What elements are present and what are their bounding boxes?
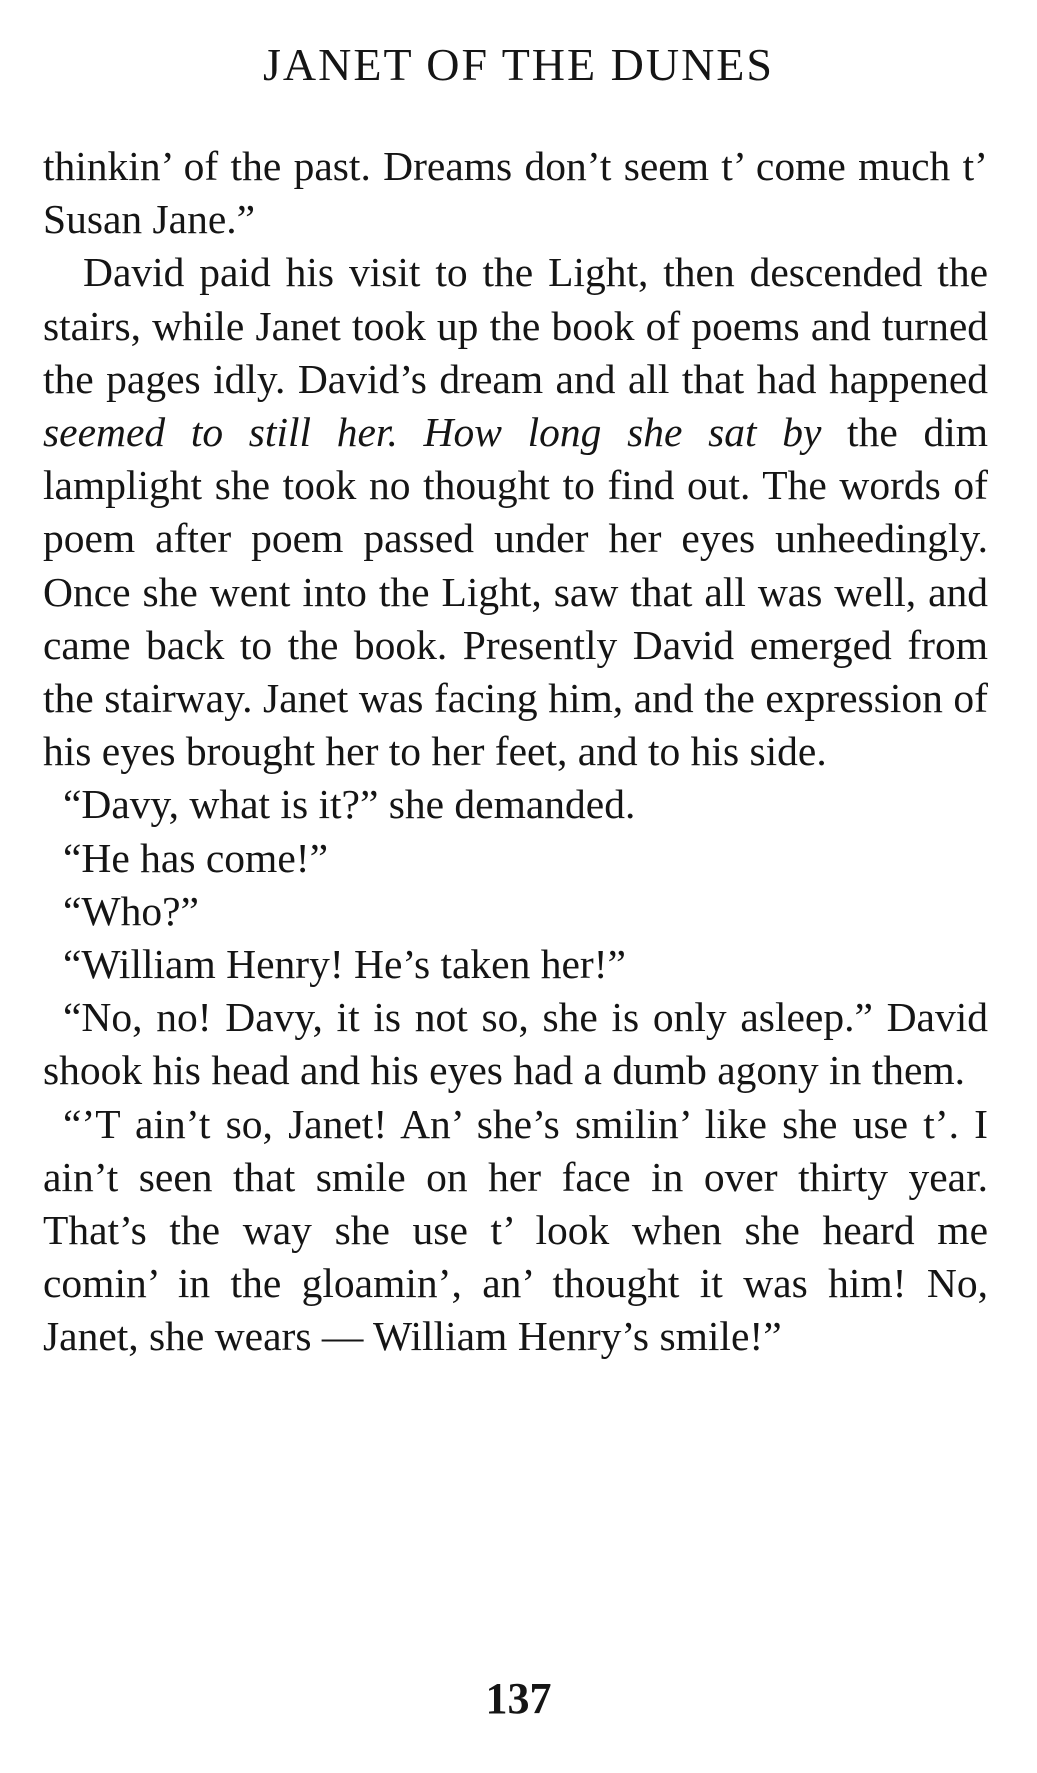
- paragraph-1: thinkin’ of the past. Dreams don’t seem t’ come much t’ Susan Jane.”: [43, 143, 988, 243]
- paragraph-5: “Who?”: [63, 887, 199, 934]
- paragraph-2-italic: seemed to still her. How long she sat by: [43, 409, 822, 456]
- paragraph-2-part-2: the dim lamplight she took no thought to find out. The words of poem after poem passed under her eyes unheedingly. Once she went into the Light, saw that all was well, and came back to the book. Presently David emerged from the stairway. Janet was facing him, and the expression of his eyes brought her to her feet, and to his side.: [43, 409, 989, 775]
- paragraph-2: [43, 246, 988, 778]
- page-number: 137: [485, 1674, 552, 1723]
- body-text: [43, 140, 988, 1364]
- paragraph-8: “’T ain’t so, Janet! An’ she’s smilin’ like she use t’. I ain’t seen that smile on her face in over thirty year. That’s the way she use t’ look when she heard me comin’ in the gloamin’, an’ thought it was him! No, Janet, she wears — William Henry’s smile!”: [43, 1100, 988, 1360]
- running-head: JANET OF THE DUNES: [263, 39, 774, 90]
- paragraph-4: “He has come!”: [63, 834, 328, 881]
- paragraph-7: “No, no! Davy, it is not so, she is only asleep.” David shook his head and his eyes had a dumb agony in them.: [43, 994, 988, 1094]
- paragraph-2-part-1: David paid his visit to the Light, then descended the stairs, while Janet took up the book of poems and turned the pages idly. David’s dream and all that had happened: [43, 249, 988, 402]
- paragraph-6: “William Henry! He’s taken her!”: [63, 941, 626, 988]
- paragraph-3: “Davy, what is it?” she demanded.: [63, 781, 636, 828]
